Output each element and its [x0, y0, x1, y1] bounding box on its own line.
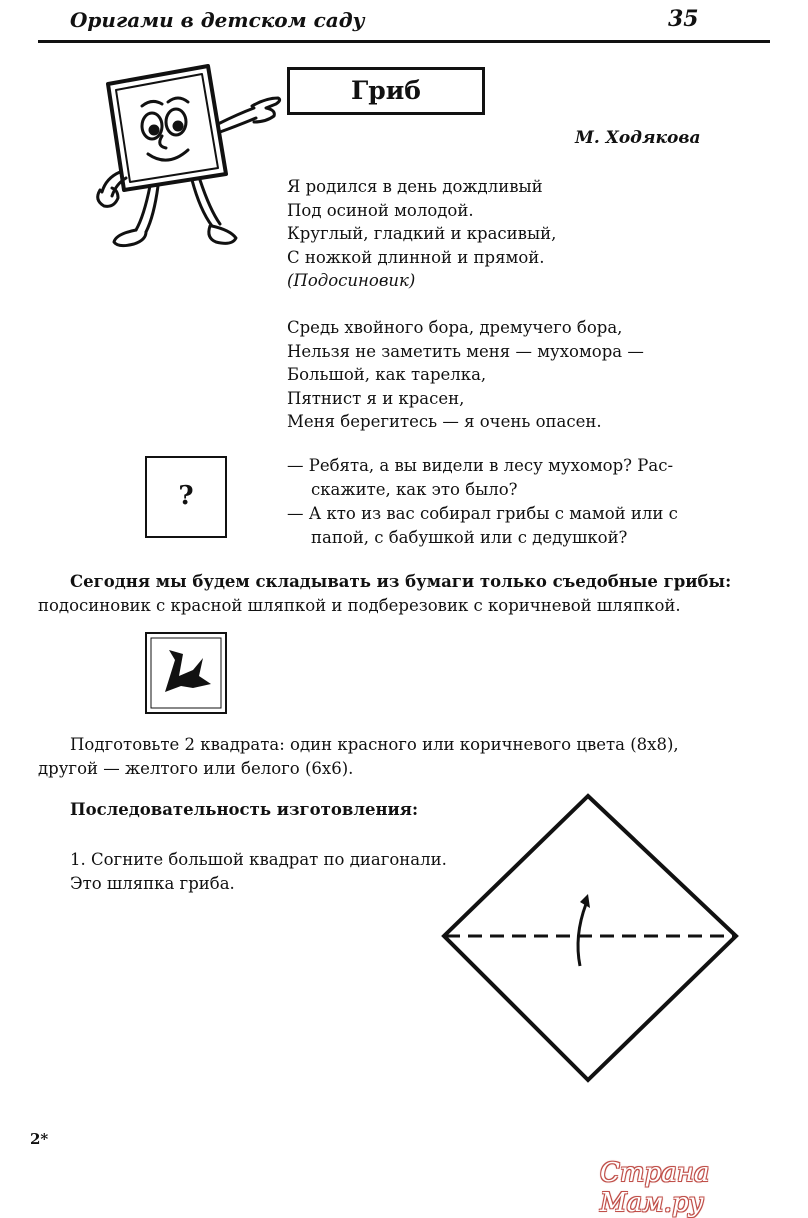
section-title-box	[287, 67, 485, 115]
watermark: Страна Мам.ру	[600, 1158, 710, 1218]
intro-line: Сегодня мы будем складывать из бумаги только съедобные грибы:	[70, 572, 732, 591]
step-line: Это шляпка гриба.	[70, 874, 235, 893]
author: М. Ходякова	[575, 128, 701, 148]
poem-answer: (Подосиновик)	[287, 271, 416, 290]
poem-line: Под осиной молодой.	[287, 200, 474, 220]
dialogue	[287, 454, 737, 550]
materials-line: другой — желтого или белого (6х6).	[38, 759, 354, 778]
poem-line: Меня берегитесь — я очень опасен.	[287, 412, 602, 431]
header-rule	[38, 40, 770, 43]
poem-line: Пятнист я и красен,	[287, 388, 465, 408]
header-title: Оригами в детском саду	[70, 8, 365, 32]
page-number: 35	[668, 6, 699, 32]
dialogue-line: скажите, как это было?	[311, 480, 518, 499]
poem-line: Круглый, гладкий и красивый,	[287, 224, 557, 243]
poem-line: Нельзя не заметить меня — мухомора —	[287, 341, 644, 361]
materials-paragraph	[38, 733, 679, 781]
poem-line: С ножкой длинной и прямой.	[287, 247, 545, 267]
poem-line: Средь хвойного бора, дремучего бора,	[287, 318, 623, 337]
sequence-heading: Последовательность изготовления:	[70, 800, 419, 819]
poem-line: Я родился в день дождливый	[287, 177, 543, 196]
footnote: 2*	[30, 1130, 49, 1148]
dialogue-line: папой, с бабушкой или с дедушкой?	[311, 528, 628, 547]
poem-1	[287, 175, 556, 293]
poem-2	[287, 316, 644, 434]
dialogue-line: — Ребята, а вы видели в лесу мухомор? Рас-	[287, 456, 674, 475]
materials-line: Подготовьте 2 квадрата: один красного или коричневого цвета (8х8),	[70, 735, 679, 754]
step-line: 1. Согните большой квадрат по диагонали.	[70, 850, 447, 869]
paper-square	[444, 796, 736, 1080]
fold-diagram	[438, 790, 744, 1086]
section-title: Гриб	[351, 76, 421, 105]
dialogue-line: — А кто из вас собирал грибы с мамой или с	[287, 504, 678, 523]
question-icon: ?	[145, 456, 227, 538]
crane-icon	[145, 632, 227, 714]
intro-paragraph	[38, 570, 731, 618]
square-mascot-icon	[90, 62, 290, 262]
poem-line: Большой, как тарелка,	[287, 365, 487, 384]
step-1	[70, 848, 447, 896]
intro-line: подосиновик с красной шляпкой и подберезовик с коричневой шляпкой.	[38, 596, 681, 615]
